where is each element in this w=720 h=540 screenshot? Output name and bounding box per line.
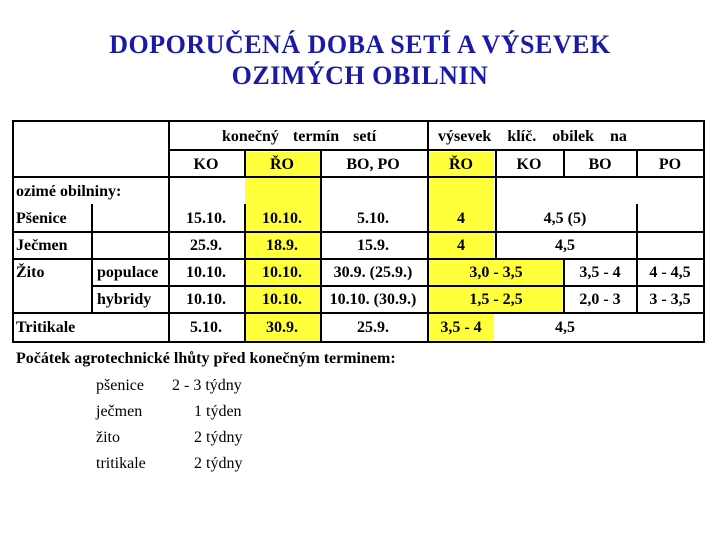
grid-line: [12, 120, 14, 343]
grid-line: [168, 120, 170, 343]
psenice-ro: 10.10.: [262, 210, 302, 227]
header-col-ro: ŘO: [270, 156, 294, 173]
grid-line: [244, 149, 246, 176]
note-crop: žito: [96, 429, 120, 446]
zito-hyb-seed-po: 3 - 3,5: [649, 291, 691, 308]
grid-line: [563, 149, 565, 176]
grid-line: [12, 231, 704, 233]
tritikale-bopo: 25.9.: [357, 319, 389, 336]
header-sowing-deadline: konečný termín setí: [222, 128, 377, 145]
grid-line: [703, 120, 705, 343]
zito-hyb-bopo: 10.10. (30.9.): [329, 291, 417, 308]
grid-line: [12, 176, 704, 178]
note-value: 2 týdny: [194, 455, 243, 472]
row-name-jecmen: Ječmen: [16, 237, 68, 254]
page-title-line-2: OZIMÝCH OBILNIN: [231, 61, 489, 90]
tritikale-seed-ro: 3,5 - 4: [440, 319, 482, 336]
zito-pop-seed-bo: 3,5 - 4: [579, 264, 621, 281]
grid-line: [12, 312, 704, 314]
grid-line: [12, 258, 704, 260]
jecmen-seed-ko-bo: 4,5: [555, 237, 575, 254]
zito-sub-hybridy: hybridy: [97, 291, 152, 308]
grid-line: [244, 204, 246, 343]
note-crop: tritikale: [96, 455, 146, 472]
note-crop: pšenice: [96, 377, 144, 394]
tritikale-ko: 5.10.: [190, 319, 222, 336]
header-col-ko: KO: [193, 156, 219, 173]
psenice-seed-ro: 4: [457, 210, 465, 227]
zito-pop-ko: 10.10.: [186, 264, 226, 281]
header-col-seed-po: PO: [658, 156, 682, 173]
note-value: 2 týdny: [194, 429, 243, 446]
zito-hyb-seed-bo: 2,0 - 3: [579, 291, 621, 308]
tritikale-seed-ko-bo: 4,5: [555, 319, 575, 336]
header-seeding-rate: výsevek klíč. obilek na: [438, 128, 627, 145]
jecmen-ko: 25.9.: [190, 237, 222, 254]
grid-line: [92, 285, 704, 287]
grid-line: [427, 120, 429, 343]
header-col-seed-ko: KO: [516, 156, 542, 173]
grid-line: [12, 341, 704, 343]
jecmen-ro: 18.9.: [266, 237, 298, 254]
zito-pop-seed-ro-ko: 3,0 - 3,5: [469, 264, 523, 281]
header-col-seed-bo: BO: [588, 156, 612, 173]
jecmen-seed-ro: 4: [457, 237, 465, 254]
psenice-seed-ko-bo: 4,5 (5): [543, 210, 587, 227]
header-col-bopo: BO, PO: [346, 156, 400, 173]
tritikale-ro: 30.9.: [266, 319, 298, 336]
zito-pop-seed-po: 4 - 4,5: [649, 264, 691, 281]
grid-line: [563, 258, 565, 312]
jecmen-bopo: 15.9.: [357, 237, 389, 254]
grid-line: [320, 149, 322, 343]
grid-line: [636, 149, 638, 176]
header-col-seed-ro: ŘO: [449, 156, 473, 173]
grid-line: [170, 149, 704, 151]
row-name-tritikale: Tritikale: [16, 319, 76, 336]
note-crop: ječmen: [96, 403, 143, 420]
note-value: 1 týden: [194, 403, 242, 420]
grid-line: [495, 149, 497, 258]
grid-line: [12, 120, 704, 122]
zito-sub-populace: populace: [97, 264, 159, 281]
psenice-ko: 15.10.: [186, 210, 226, 227]
zito-hyb-ro: 10.10.: [262, 291, 302, 308]
grid-line: [636, 204, 638, 312]
psenice-bopo: 5.10.: [357, 210, 389, 227]
grid-line: [91, 204, 93, 312]
zito-pop-ro: 10.10.: [262, 264, 302, 281]
row-name-zito: Žito: [16, 264, 45, 281]
page-title-line-1: DOPORUČENÁ DOBA SETÍ A VÝSEVEK: [109, 30, 611, 59]
zito-hyb-ko: 10.10.: [186, 291, 226, 308]
notes-heading: Počátek agrotechnické lhůty před konečným terminem:: [16, 350, 396, 367]
zito-hyb-seed-ro-ko: 1,5 - 2,5: [469, 291, 523, 308]
section-label: ozimé obilniny:: [16, 183, 122, 200]
zito-pop-bopo: 30.9. (25.9.): [333, 264, 413, 281]
note-value: 2 - 3 týdny: [172, 377, 242, 394]
row-name-psenice: Pšenice: [16, 210, 67, 227]
